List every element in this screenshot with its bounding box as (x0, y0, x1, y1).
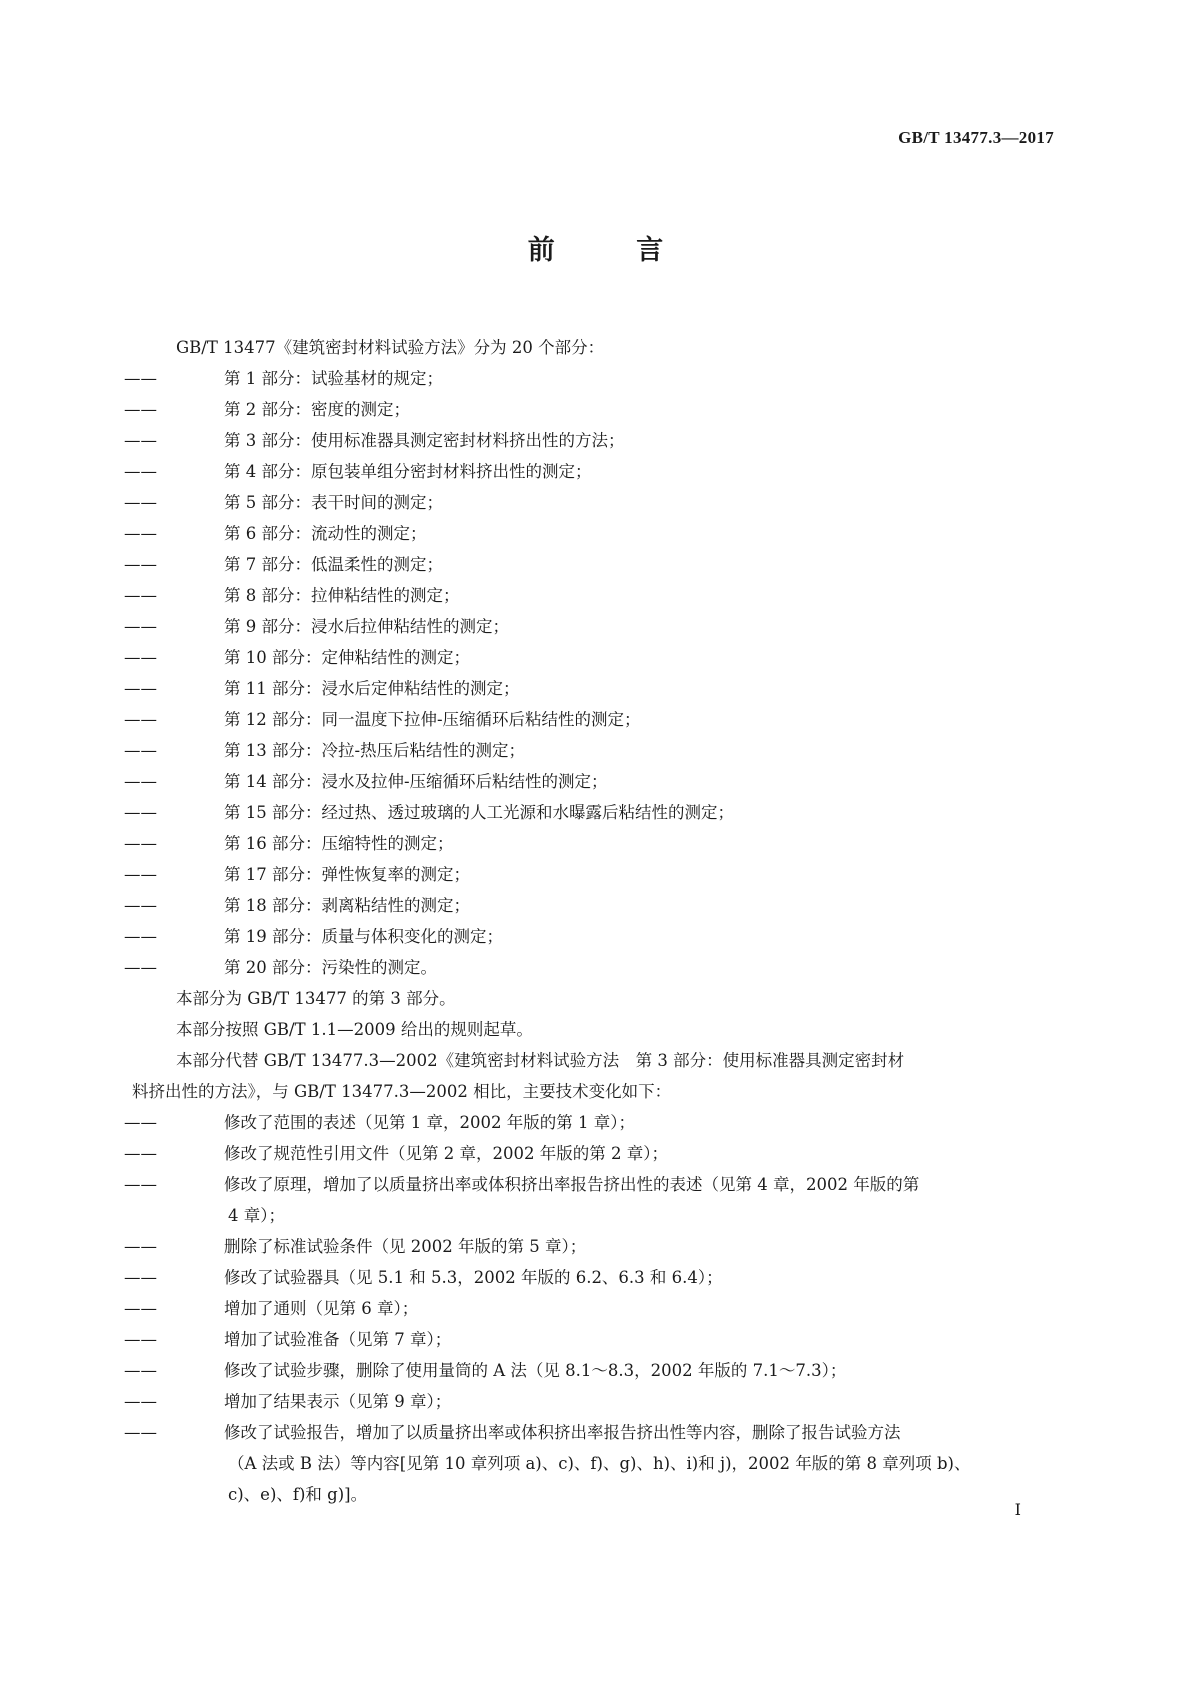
list-item: —— 第 15 部分：经过热、透过玻璃的人工光源和水曝露后粘结性的测定； (124, 803, 734, 822)
list-item: —— 第 6 部分：流动性的测定； (124, 524, 427, 543)
statement-part: 本部分为 GB/T 13477 的第 3 部分。 (176, 989, 456, 1008)
intro-paragraph: GB/T 13477《建筑密封材料试验方法》分为 20 个部分： (176, 338, 605, 357)
list-item: —— 增加了通则（见第 6 章）； (124, 1299, 419, 1318)
list-item: —— 第 16 部分：压缩特性的测定； (124, 834, 454, 853)
list-item: —— 修改了规范性引用文件（见第 2 章，2002 年版的第 2 章）； (124, 1144, 668, 1163)
list-item: —— 第 12 部分：同一温度下拉伸-压缩循环后粘结性的测定； (124, 710, 641, 729)
list-item: —— 修改了试验报告，增加了以质量挤出率或体积挤出率报告挤出性等内容，删除了报告试验方法 (124, 1423, 901, 1442)
replace-line-2: 料挤出性的方法》，与 GB/T 13477.3—2002 相比，主要技术变化如下： (132, 1082, 672, 1101)
list-item-continuation: 4 章）； (228, 1206, 285, 1225)
foreword-body (124, 332, 1056, 1510)
list-item: —— 第 17 部分：弹性恢复率的测定； (124, 865, 470, 884)
list-item: —— 修改了原理，增加了以质量挤出率或体积挤出率报告挤出性的表述（见第 4 章，2002 年版的第 (124, 1175, 920, 1194)
list-item: —— 第 3 部分：使用标准器具测定密封材料挤出性的方法； (124, 431, 625, 450)
standard-number: GB/T 13477.3—2017 (898, 128, 1054, 147)
replace-line-1: 本部分代替 GB/T 13477.3—2002《建筑密封材料试验方法 第 3 部分：使用标准器具测定密封材 (176, 1051, 905, 1070)
list-item-continuation: （A 法或 B 法）等内容[见第 10 章列项 a)、c)、f)、g)、h)、i)和 j)，2002 年版的第 8 章列项 b)、 (228, 1454, 971, 1473)
list-item: —— 第 8 部分：拉伸粘结性的测定； (124, 586, 460, 605)
list-item: —— 第 5 部分：表干时间的测定； (124, 493, 443, 512)
list-item: —— 第 20 部分：污染性的测定。 (124, 958, 437, 977)
list-item: —— 第 4 部分：原包装单组分密封材料挤出性的测定； (124, 462, 592, 481)
parts-list (124, 363, 1056, 983)
list-item: —— 增加了结果表示（见第 9 章）； (124, 1392, 452, 1411)
list-item-continuation: c)、e)、f)和 g)]。 (228, 1485, 368, 1504)
list-item: —— 第 14 部分：浸水及拉伸-压缩循环后粘结性的测定； (124, 772, 608, 791)
list-item: —— 第 13 部分：冷拉-热压后粘结性的测定； (124, 741, 526, 760)
list-item: —— 删除了标准试验条件（见 2002 年版的第 5 章）； (124, 1237, 587, 1256)
list-item: —— 修改了试验器具（见 5.1 和 5.3，2002 年版的 6.2、6.3 和 6.4）； (124, 1268, 723, 1287)
list-item: —— 第 18 部分：剥离粘结性的测定； (124, 896, 470, 915)
list-item: —— 第 7 部分：低温柔性的测定； (124, 555, 443, 574)
page-number: I (1014, 1500, 1021, 1519)
list-item: —— 第 1 部分：试验基材的规定； (124, 369, 443, 388)
changes-list (124, 1107, 1056, 1510)
list-item: —— 第 19 部分：质量与体积变化的测定； (124, 927, 503, 946)
statement-rules: 本部分按照 GB/T 1.1—2009 给出的规则起草。 (176, 1020, 533, 1039)
list-item: —— 修改了试验步骤，删除了使用量筒的 A 法（见 8.1～8.3，2002 年版的 7.1～7.3）； (124, 1361, 847, 1380)
list-item: —— 修改了范围的表述（见第 1 章，2002 年版的第 1 章）； (124, 1113, 635, 1132)
list-item: —— 增加了试验准备（见第 7 章）； (124, 1330, 452, 1349)
list-item: —— 第 2 部分：密度的测定； (124, 400, 410, 419)
list-item: —— 第 9 部分：浸水后拉伸粘结性的测定； (124, 617, 509, 636)
list-item: —— 第 11 部分：浸水后定伸粘结性的测定； (124, 679, 520, 698)
page-title: 前 言 (527, 235, 700, 266)
list-item: —— 第 10 部分：定伸粘结性的测定； (124, 648, 470, 667)
